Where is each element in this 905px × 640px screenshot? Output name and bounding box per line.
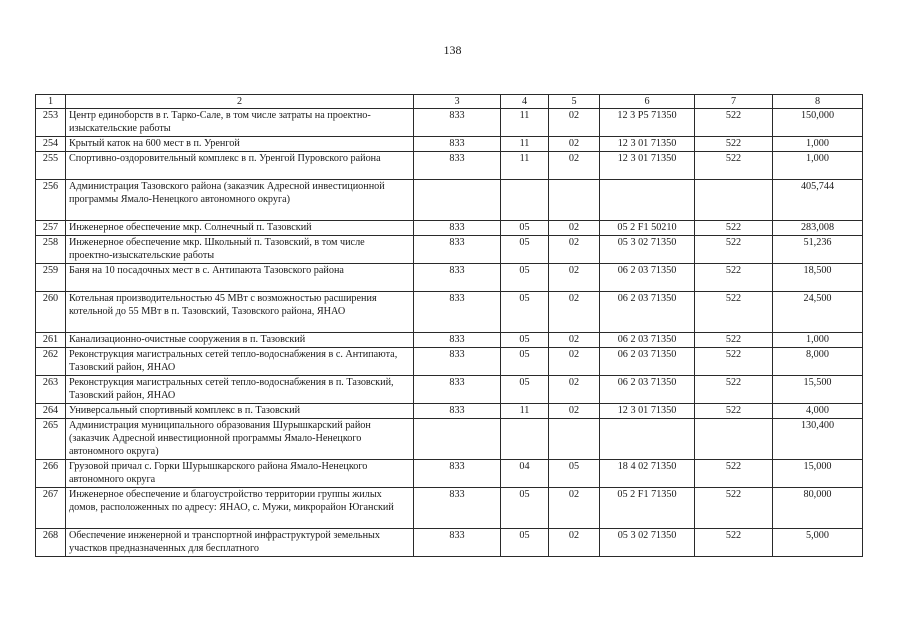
row-number-cell: 258 [36,236,66,264]
amount-cell: 1,000 [773,333,863,348]
table-row [36,333,863,348]
expense-type-cell: 522 [695,488,773,529]
target-article-cell: 06 2 03 71350 [600,333,695,348]
section-code-cell: 11 [501,152,549,180]
ministry-code-cell: 833 [414,292,501,333]
expense-type-cell: 522 [695,460,773,488]
ministry-code-cell [414,419,501,460]
subsection-code-cell: 02 [549,348,600,376]
target-article-cell: 12 3 01 71350 [600,152,695,180]
row-number-cell: 264 [36,404,66,419]
amount-cell: 1,000 [773,137,863,152]
section-code-cell [501,419,549,460]
target-article-cell: 05 3 02 71350 [600,529,695,557]
row-number-cell: 257 [36,221,66,236]
target-article-cell: 06 2 03 71350 [600,292,695,333]
expense-type-cell: 522 [695,529,773,557]
row-number-cell: 263 [36,376,66,404]
section-code-cell: 11 [501,137,549,152]
header-row [36,95,863,109]
row-number-cell: 267 [36,488,66,529]
subsection-code-cell [549,180,600,221]
header-cell: 3 [414,95,501,109]
amount-cell: 283,008 [773,221,863,236]
row-number-cell: 253 [36,109,66,137]
budget-table [35,94,863,557]
item-name-cell: Инженерное обеспечение мкр. Школьный п. Тазовский, в том числе проектно-изыскательские работы [66,236,414,264]
section-code-cell [501,180,549,221]
subsection-code-cell: 02 [549,376,600,404]
amount-cell: 130,400 [773,419,863,460]
target-article-cell: 06 2 03 71350 [600,264,695,292]
amount-cell: 8,000 [773,348,863,376]
section-code-cell: 05 [501,292,549,333]
subsection-code-cell: 02 [549,404,600,419]
expense-type-cell: 522 [695,137,773,152]
table-row [36,180,863,221]
table-row [36,152,863,180]
target-article-cell [600,180,695,221]
expense-type-cell [695,419,773,460]
expense-type-cell: 522 [695,376,773,404]
row-number-cell: 262 [36,348,66,376]
section-code-cell: 05 [501,348,549,376]
subsection-code-cell: 05 [549,460,600,488]
expense-type-cell: 522 [695,221,773,236]
ministry-code-cell: 833 [414,152,501,180]
target-article-cell [600,419,695,460]
item-name-cell: Реконструкция магистральных сетей тепло-водоснабжения в п. Тазовский, Тазовский район, ЯНАО [66,376,414,404]
amount-cell: 405,744 [773,180,863,221]
section-code-cell: 05 [501,488,549,529]
target-article-cell: 06 2 03 71350 [600,348,695,376]
item-name-cell: Администрация муниципального образования Шурышкарский район (заказчик Адресной инвестиционной программы Ямало-Ненецкого автономного округа) [66,419,414,460]
expense-type-cell: 522 [695,292,773,333]
section-code-cell: 05 [501,529,549,557]
item-name-cell: Центр единоборств в г. Тарко-Сале, в том числе затраты на проектно-изыскательские работы [66,109,414,137]
table-row [36,488,863,529]
table-row [36,419,863,460]
item-name-cell: Канализационно-очистные сооружения в п. Тазовский [66,333,414,348]
item-name-cell: Грузовой причал с. Горки Шурышкарского района Ямало-Ненецкого автономного округа [66,460,414,488]
subsection-code-cell: 02 [549,137,600,152]
row-number-cell: 266 [36,460,66,488]
expense-type-cell: 522 [695,333,773,348]
header-cell: 5 [549,95,600,109]
expense-type-cell: 522 [695,404,773,419]
ministry-code-cell: 833 [414,488,501,529]
ministry-code-cell: 833 [414,348,501,376]
target-article-cell: 05 3 02 71350 [600,236,695,264]
item-name-cell: Спортивно-оздоровительный комплекс в п. Уренгой Пуровского района [66,152,414,180]
ministry-code-cell: 833 [414,137,501,152]
subsection-code-cell: 02 [549,264,600,292]
subsection-code-cell: 02 [549,292,600,333]
target-article-cell: 12 3 01 71350 [600,137,695,152]
item-name-cell: Крытый каток на 600 мест в п. Уренгой [66,137,414,152]
expense-type-cell: 522 [695,348,773,376]
ministry-code-cell: 833 [414,460,501,488]
table-row [36,404,863,419]
amount-cell: 51,236 [773,236,863,264]
header-cell: 8 [773,95,863,109]
ministry-code-cell: 833 [414,221,501,236]
item-name-cell: Котельная производительностью 45 МВт с возможностью расширения котельной до 55 МВт в п. Тазовский, Тазовского района, ЯНАО [66,292,414,333]
item-name-cell: Администрация Тазовского района (заказчик Адресной инвестиционной программы Ямало-Ненецкого автономного округа) [66,180,414,221]
amount-cell: 5,000 [773,529,863,557]
ministry-code-cell: 833 [414,404,501,419]
section-code-cell: 05 [501,236,549,264]
ministry-code-cell: 833 [414,236,501,264]
header-cell: 7 [695,95,773,109]
item-name-cell: Реконструкция магистральных сетей тепло-водоснабжения в с. Антипаюта, Тазовский район, ЯНАО [66,348,414,376]
amount-cell: 4,000 [773,404,863,419]
section-code-cell: 04 [501,460,549,488]
table-body [36,95,863,557]
row-number-cell: 259 [36,264,66,292]
page-number: 138 [443,43,462,57]
amount-cell: 80,000 [773,488,863,529]
amount-cell: 150,000 [773,109,863,137]
subsection-code-cell: 02 [549,529,600,557]
item-name-cell: Баня на 10 посадочных мест в с. Антипаюта Тазовского района [66,264,414,292]
item-name-cell: Обеспечение инженерной и транспортной инфраструктурой земельных участков предназначенных для бесплатного [66,529,414,557]
table-row [36,292,863,333]
amount-cell: 15,500 [773,376,863,404]
expense-type-cell [695,180,773,221]
item-name-cell: Универсальный спортивный комплекс в п. Тазовский [66,404,414,419]
section-code-cell: 05 [501,376,549,404]
table-row [36,264,863,292]
row-number-cell: 255 [36,152,66,180]
target-article-cell: 12 3 P5 71350 [600,109,695,137]
table-row [36,376,863,404]
ministry-code-cell: 833 [414,376,501,404]
subsection-code-cell: 02 [549,236,600,264]
table-row [36,529,863,557]
row-number-cell: 268 [36,529,66,557]
amount-cell: 18,500 [773,264,863,292]
header-cell: 2 [66,95,414,109]
expense-type-cell: 522 [695,264,773,292]
amount-cell: 1,000 [773,152,863,180]
ministry-code-cell: 833 [414,529,501,557]
ministry-code-cell: 833 [414,333,501,348]
section-code-cell: 11 [501,404,549,419]
expense-type-cell: 522 [695,152,773,180]
row-number-cell: 254 [36,137,66,152]
section-code-cell: 05 [501,264,549,292]
subsection-code-cell [549,419,600,460]
section-code-cell: 11 [501,109,549,137]
subsection-code-cell: 02 [549,333,600,348]
target-article-cell: 05 2 F1 50210 [600,221,695,236]
table-row [36,236,863,264]
header-cell: 6 [600,95,695,109]
table-row [36,109,863,137]
table-row [36,460,863,488]
subsection-code-cell: 02 [549,109,600,137]
table-row [36,348,863,376]
section-code-cell: 05 [501,333,549,348]
target-article-cell: 12 3 01 71350 [600,404,695,419]
table-row [36,221,863,236]
header-cell: 4 [501,95,549,109]
row-number-cell: 260 [36,292,66,333]
expense-type-cell: 522 [695,109,773,137]
row-number-cell: 265 [36,419,66,460]
subsection-code-cell: 02 [549,221,600,236]
ministry-code-cell: 833 [414,109,501,137]
target-article-cell: 05 2 F1 71350 [600,488,695,529]
target-article-cell: 18 4 02 71350 [600,460,695,488]
row-number-cell: 256 [36,180,66,221]
ministry-code-cell: 833 [414,264,501,292]
expense-type-cell: 522 [695,236,773,264]
table-row [36,137,863,152]
subsection-code-cell: 02 [549,152,600,180]
item-name-cell: Инженерное обеспечение мкр. Солнечный п. Тазовский [66,221,414,236]
ministry-code-cell [414,180,501,221]
section-code-cell: 05 [501,221,549,236]
amount-cell: 15,000 [773,460,863,488]
header-cell: 1 [36,95,66,109]
subsection-code-cell: 02 [549,488,600,529]
row-number-cell: 261 [36,333,66,348]
target-article-cell: 06 2 03 71350 [600,376,695,404]
amount-cell: 24,500 [773,292,863,333]
item-name-cell: Инженерное обеспечение и благоустройство территории группы жилых домов, расположенных по адресу: ЯНАО, с. Мужи, микрорайон Юганский [66,488,414,529]
